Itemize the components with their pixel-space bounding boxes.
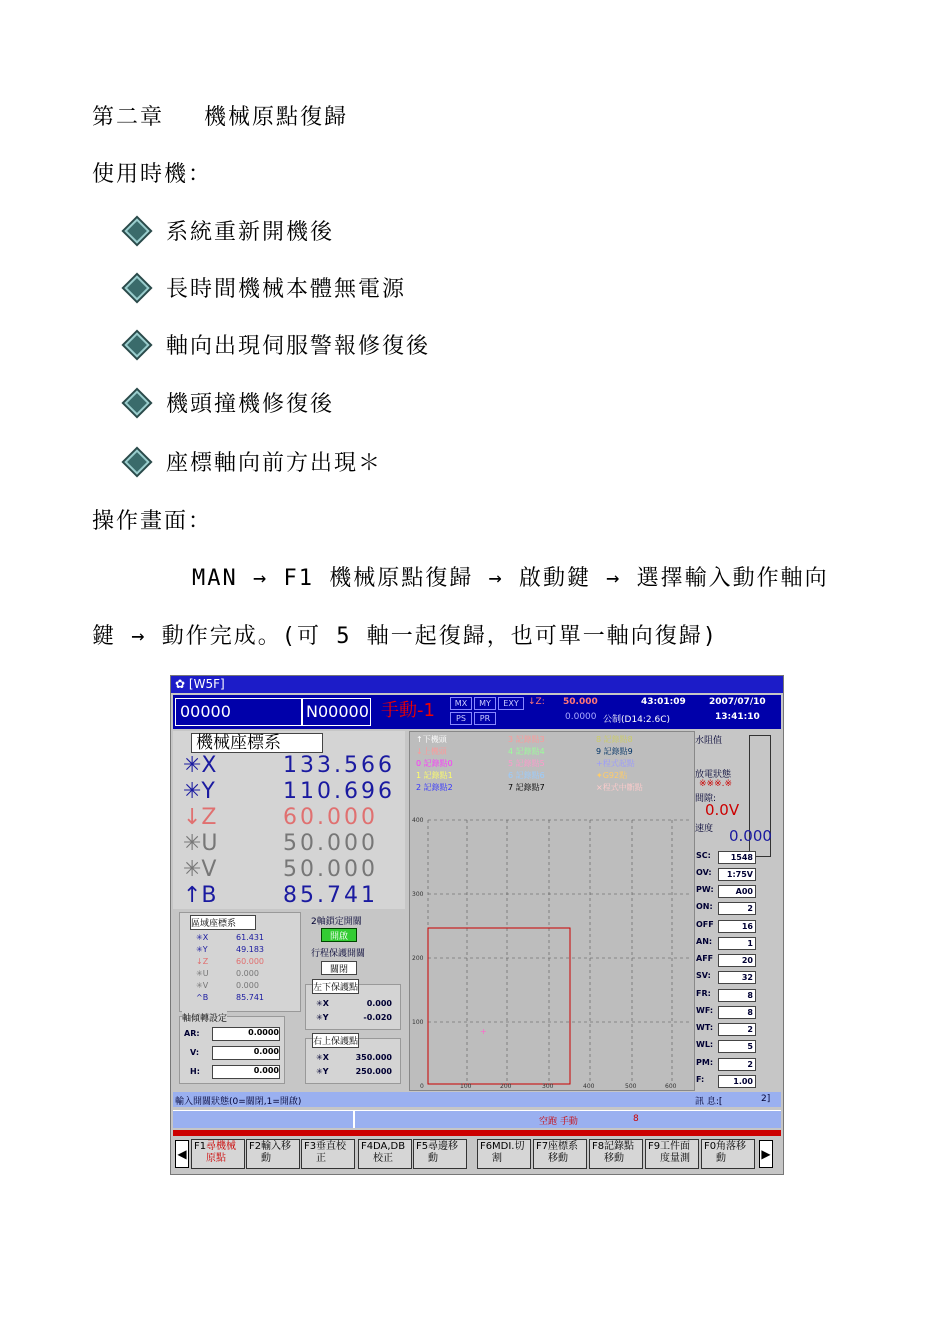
date-display: 2007/07/10 [709,697,766,707]
message-value: 2] [761,1094,771,1104]
fkey-f5-edge[interactable]: F5 尋邊移動 [413,1139,467,1169]
upper-right-protect-panel: 右上保護點 ✳X 350.000 ✳Y 250.000 [305,1038,401,1084]
chapter-heading [92,100,348,131]
badge-ps: PS [450,712,472,725]
axis-lock-toggle[interactable]: 開啟 [321,928,357,942]
badge-mx: MX [450,697,472,710]
gap-value: 0.0V [705,801,740,819]
param-row: WT: 2 [696,1023,756,1032]
taper-h-field[interactable]: 0.000 [212,1065,280,1079]
path-graph-panel [409,731,695,1091]
discharge-label: 放電狀態 [695,770,732,780]
param-row: F: 1.00 [696,1075,756,1084]
mode-indicator: 手動-1 [381,700,435,721]
fkey-f6-mdi[interactable]: F6 MDI.切割 [477,1139,531,1169]
local-coord-panel [179,912,301,1012]
x-tick: 200 [500,1083,512,1088]
taper-ar-field[interactable]: 0.0000 [212,1027,280,1041]
cnc-screenshot [170,675,784,1175]
x-tick: 100 [460,1083,472,1088]
mini-coord-row: ^B 85.741 [196,993,264,1002]
ops-line-1: MAN → F1 機械原點復歸 → 啟動鍵 → 選擇輸入動作軸向 [192,566,829,591]
fkey-f3-vertical[interactable]: F3 垂直校正 [301,1139,355,1169]
fkey-f9-measure[interactable]: F9 工件面度量測 [645,1139,699,1169]
diamond-bullet-icon [124,332,149,357]
fkey-f8-record-move[interactable]: F8 記錄點移動 [589,1139,643,1169]
bullet-item: 機頭撞機修復後 [128,387,334,418]
fkey-f0-corner[interactable]: F0 角落移動 [701,1139,755,1169]
param-row: PM: 2 [696,1058,756,1067]
y-tick: 400 [412,817,424,824]
param-row: AN: 1 [696,937,756,946]
path-plot [410,798,694,1088]
mode-status-bar [173,1110,781,1128]
fkey-f7-coord-move[interactable]: F7 座標系移動 [533,1139,587,1169]
param-row: WF: 8 [696,1006,756,1015]
water-resist-label: 水阻值 [695,736,723,746]
legend: ↑下機頭 3 記錄點3 8 記錄點8 ↓上機頭 4 記錄點4 9 記錄點9 0 記錄點0 5 記錄點5 +程式起點 1 記錄點1 6 記錄點6 ✦G92點 2 記錄點2 7 記錄點7 ×程式中斷點 [416,735,643,792]
speed-value: 0.000 [729,827,772,845]
y-tick: 300 [412,891,424,898]
alert-strip [173,1130,781,1136]
param-row: OFF 16 [696,920,756,929]
gap-label: 間隙: [695,794,717,804]
bullet-item: 長時間機械本體無電源 [128,272,406,303]
param-row: SV: 32 [696,971,756,980]
top-status-bar [173,695,781,729]
mini-coord-row: ✳U 0.000 [196,969,259,978]
param-row: AFF 20 [696,954,756,963]
axis-lock-label: 2軸鎖定開關 [311,917,362,927]
bullet-item: 座標軸向前方出現＊ [128,446,382,477]
prompt-text: 輸入開關狀態(0=關閉,1=開啟) [175,1097,302,1107]
travel-protect-label: 行程保護開關 [311,949,366,959]
param-row: WL: 5 [696,1040,756,1049]
message-label: 訊 息:[ [695,1097,723,1107]
coord-panel-title: 機械座標系 [191,733,323,753]
elapsed-time: 43:01:09 [641,697,686,707]
x-tick: 600 [665,1083,677,1088]
diamond-bullet-icon [124,218,149,243]
param-row: PW: A00 [696,885,756,894]
mini-coord-row: ↓Z 60.000 [196,957,264,966]
diamond-bullet-icon [124,390,149,415]
param-row: ON: 2 [696,902,756,911]
badge-exy: EXY [498,697,524,710]
machine-coord-panel: 機械座標系 ✳X 133.566 ✳Y 110.696 ↓Z 60.000 ✳U 50.000 ✳V 50.000 ↑B 85.741 [173,731,405,909]
fkey-f4-dadb[interactable]: F4 DA,DB校正 [358,1139,412,1169]
x-tick: 400 [583,1083,595,1088]
bullet-item: 系統重新開機後 [128,215,334,246]
mini-coord-row: ✳V 0.000 [196,981,259,990]
clock-display: 13:41:10 [715,712,760,722]
y-tick: 100 [412,1019,424,1026]
mode-status-text: 空跑 手動 [539,1117,578,1127]
lower-left-protect-panel: 左下保護點 ✳X 0.000 ✳Y -0.020 [305,984,401,1030]
diamond-bullet-icon [124,449,149,474]
x-tick: 300 [542,1083,554,1088]
tool-position-marker: + [480,1027,487,1036]
z-value: 50.000 [563,697,598,707]
unit-display: 公制(D14:2.6C) [603,715,671,725]
mini-coord-row: ✳Y 49.183 [196,945,264,954]
param-row: SC: 1548 [696,851,756,860]
x-tick: 0 [420,1083,424,1088]
bullet-item: 軸向出現伺服警報修復後 [128,329,430,360]
z-value-secondary: 0.0000 [565,712,597,722]
taper-settings-panel: 軸傾轉設定 AR: 0.0000 V: 0.000 H: 0.000 [179,1016,285,1084]
param-row: OV: 1:75V [696,868,756,877]
speed-label: 速度 [695,824,714,834]
fkey-f1-home[interactable]: F1 尋機械原點 [191,1139,245,1169]
discharge-value: ※※※.※ [699,779,733,789]
prompt-bar [173,1092,781,1107]
taper-title: 軸傾轉設定 [182,1011,227,1024]
badge-my: MY [474,697,496,710]
z-label: ↓Z: [528,697,545,707]
fkey-next-arrow-icon[interactable]: ▶ [759,1140,773,1168]
fkey-f2-input-move[interactable]: F2 輸入移動 [246,1139,300,1169]
taper-v-field[interactable]: 0.000 [212,1046,280,1060]
travel-protect-toggle[interactable]: 關閉 [321,961,357,975]
window-titlebar: ✿ [W5F] [171,676,783,693]
mini-coord-row: ✳X 61.431 [196,933,264,942]
usage-heading: 使用時機： [92,162,213,187]
sequence-number: N00000 [301,698,371,726]
badge-pr: PR [474,712,496,725]
fkey-prev-arrow-icon[interactable]: ◀ [175,1140,189,1168]
chapter-title: 機械原點復歸 [204,105,349,130]
program-number: 00000 [175,698,303,726]
mode-status-num: 8 [633,1114,639,1124]
chapter-number: 第二章 [92,105,165,130]
param-row: FR: 8 [696,989,756,998]
y-tick: 200 [412,955,424,962]
x-tick: 500 [625,1083,637,1088]
ops-line-2: 鍵 → 動作完成。(可 5 軸一起復歸，也可單一軸向復歸) [92,624,718,649]
ops-heading: 操作畫面： [92,509,213,534]
local-coord-title: 區域座標系 [190,915,256,930]
diamond-bullet-icon [124,275,149,300]
app-icon: ✿ [175,677,186,691]
